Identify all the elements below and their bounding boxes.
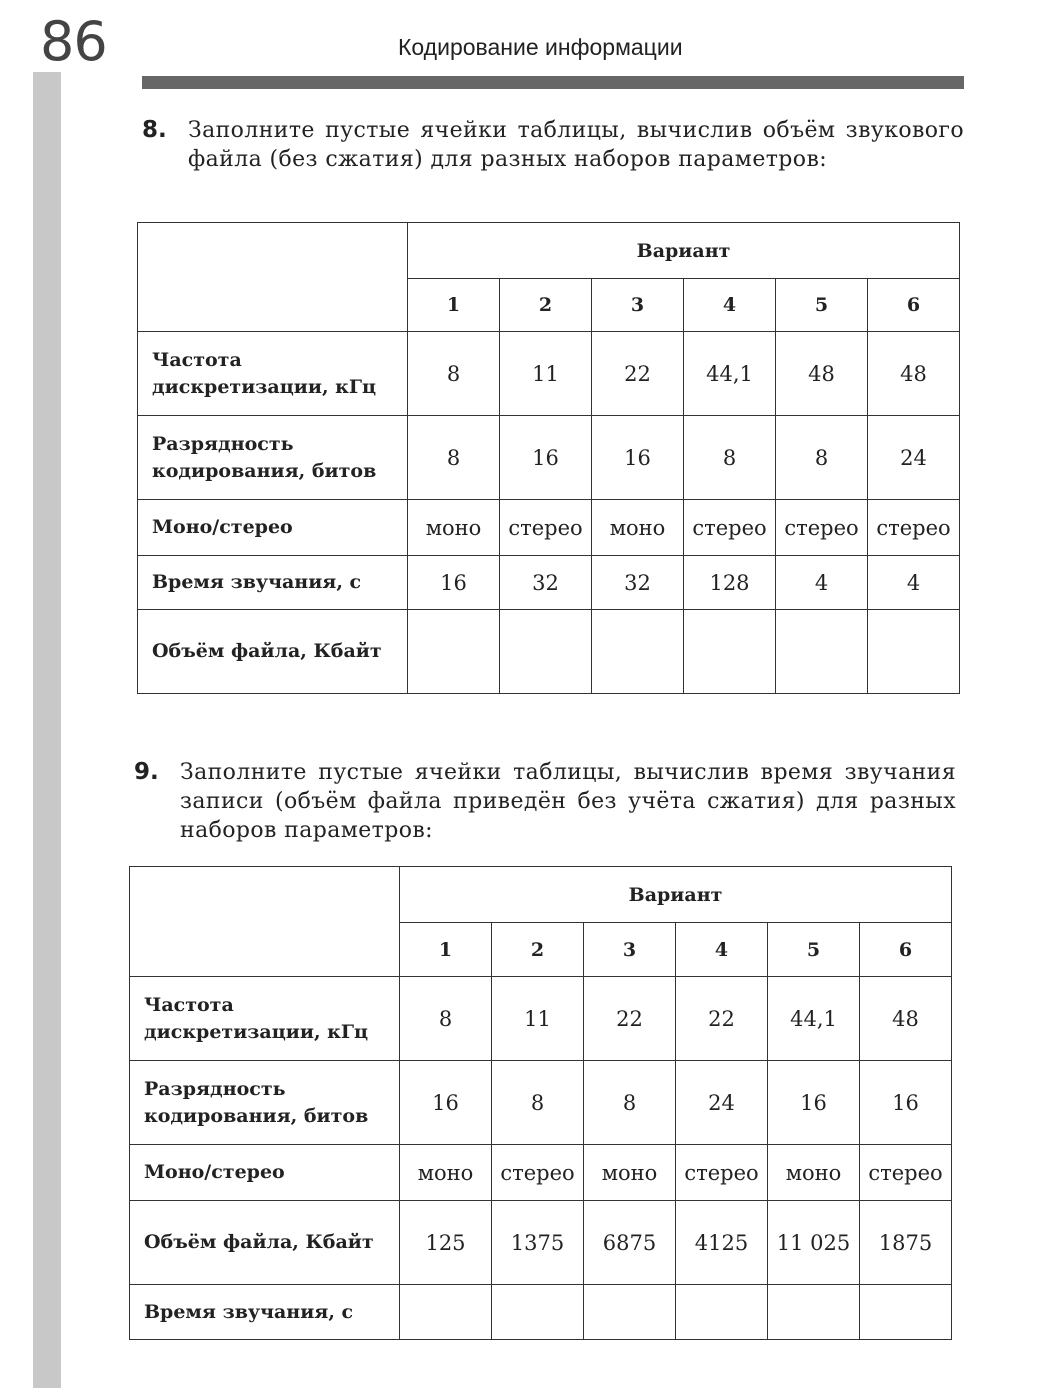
task-text: Заполните пустые ячейки таблицы, вычислив время звучания записи (объём файла приведён без учёта сжатия) для разных наборов параметров: [180,760,956,843]
task-8 [142,116,964,174]
task-9 [134,758,956,845]
table-row [130,1285,952,1340]
table-row [130,977,952,1061]
table-cell: 32 [592,556,684,610]
task-text: Заполните пустые ячейки таблицы, вычислив объём звукового файла (без сжатия) для разных наборов параметров: [188,118,964,172]
answer-cell[interactable] [500,610,592,694]
table-cell: 6875 [584,1201,676,1285]
table-row [138,500,960,556]
table-cell: 24 [676,1061,768,1145]
table-cell: стерео [684,500,776,556]
task-8-table [137,222,960,694]
row-label: Время звучания, с [138,556,408,610]
table-cell: стерео [776,500,868,556]
answer-cell[interactable] [408,610,500,694]
table-cell: 1875 [860,1201,952,1285]
answer-cell[interactable] [584,1285,676,1340]
table-cell: 16 [768,1061,860,1145]
table-cell: 22 [592,332,684,416]
running-title: Кодирование информации [398,34,683,60]
table-cell: 125 [400,1201,492,1285]
answer-cell[interactable] [860,1285,952,1340]
variant-header: Вариант [400,867,952,923]
answer-cell[interactable] [768,1285,860,1340]
table-cell: стерео [500,500,592,556]
table-cell: 16 [500,416,592,500]
row-label: Разрядность кодирования, битов [130,1061,400,1145]
variant-number: 1 [408,279,500,332]
answer-cell[interactable] [400,1285,492,1340]
table-cell: 24 [868,416,960,500]
table-cell: 4 [868,556,960,610]
table-cell: 4 [776,556,868,610]
table-cell: моно [768,1145,860,1201]
table-cell: 8 [584,1061,676,1145]
answer-cell[interactable] [592,610,684,694]
row-label: Частота дискретизации, кГц [130,977,400,1061]
table-cell: 48 [860,977,952,1061]
table-cell: 8 [492,1061,584,1145]
answer-cell[interactable] [684,610,776,694]
table-cell: моно [592,500,684,556]
table-cell: 8 [776,416,868,500]
page-edge-strip [33,72,61,1388]
table-cell: 16 [408,556,500,610]
answer-cell[interactable] [868,610,960,694]
table-cell: 44,1 [768,977,860,1061]
table-cell: 48 [776,332,868,416]
answer-cell[interactable] [676,1285,768,1340]
variant-number: 4 [676,923,768,977]
table-cell: 8 [684,416,776,500]
table-row [130,1145,952,1201]
variant-number: 1 [400,923,492,977]
variant-number: 3 [592,279,684,332]
table-cell: 22 [584,977,676,1061]
variant-number: 6 [860,923,952,977]
row-label: Объём файла, Кбайт [130,1201,400,1285]
variant-number: 6 [868,279,960,332]
table-cell: стерео [860,1145,952,1201]
table-cell: 11 025 [768,1201,860,1285]
row-label: Частота дискретизации, кГц [138,332,408,416]
table-cell: моно [584,1145,676,1201]
table-cell: стерео [868,500,960,556]
row-label: Объём файла, Кбайт [138,610,408,694]
table-cell: 16 [592,416,684,500]
table-cell: 48 [868,332,960,416]
corner-cell [130,867,400,977]
row-label: Время звучания, с [130,1285,400,1340]
header-rule [142,76,964,89]
row-label: Моно/стерео [138,500,408,556]
table-cell: 8 [400,977,492,1061]
table-cell: моно [408,500,500,556]
table-cell: 44,1 [684,332,776,416]
variant-number: 4 [684,279,776,332]
task-number: 8. [142,117,167,143]
answer-cell[interactable] [776,610,868,694]
answer-cell[interactable] [492,1285,584,1340]
variant-number: 5 [776,279,868,332]
variant-number: 3 [584,923,676,977]
variant-header: Вариант [408,223,960,279]
table-row [138,332,960,416]
table-cell: 128 [684,556,776,610]
table-row [138,556,960,610]
table-cell: 8 [408,332,500,416]
table-cell: 16 [400,1061,492,1145]
table-cell: 22 [676,977,768,1061]
table-cell: моно [400,1145,492,1201]
table-cell: 16 [860,1061,952,1145]
page-number: 86 [40,10,107,73]
row-label: Разрядность кодирования, битов [138,416,408,500]
variant-number: 2 [500,279,592,332]
table-row [138,416,960,500]
table-cell: 1375 [492,1201,584,1285]
table-row [130,1201,952,1285]
table-cell: 32 [500,556,592,610]
variant-number: 5 [768,923,860,977]
table-cell: 4125 [676,1201,768,1285]
table-cell: стерео [492,1145,584,1201]
table-cell: 11 [500,332,592,416]
task-9-table [129,866,952,1340]
table-cell: 11 [492,977,584,1061]
table-row [138,610,960,694]
table-row [130,1061,952,1145]
corner-cell [138,223,408,332]
row-label: Моно/стерео [130,1145,400,1201]
task-number: 9. [134,759,159,785]
table-cell: стерео [676,1145,768,1201]
variant-number: 2 [492,923,584,977]
table-cell: 8 [408,416,500,500]
